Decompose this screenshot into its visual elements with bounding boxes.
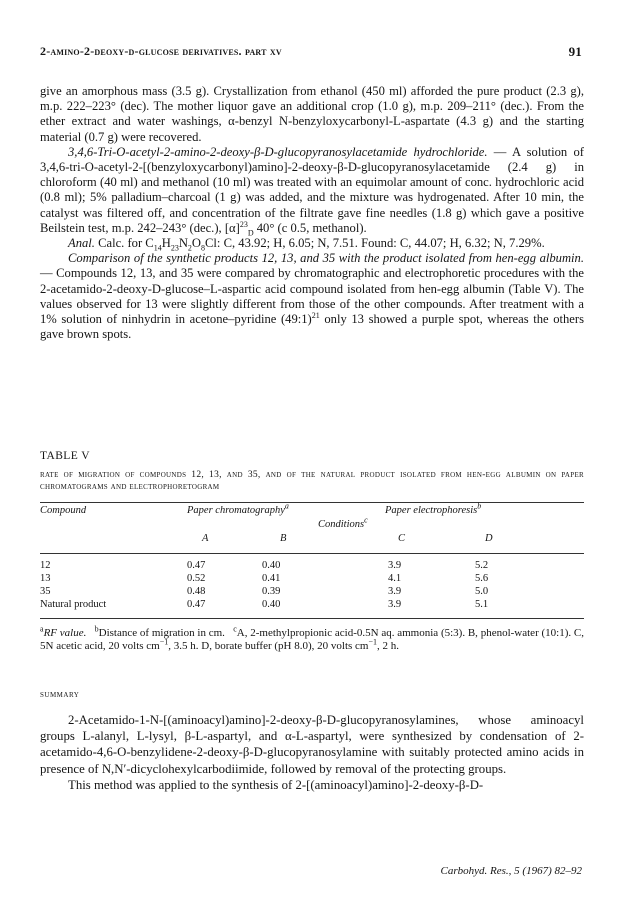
footnote-a: RF value. bbox=[43, 627, 87, 639]
cell-compound: 13 bbox=[40, 573, 51, 584]
formula-sub-c: 14 bbox=[153, 243, 162, 253]
reference-mark: 21 bbox=[311, 310, 320, 320]
formula-sub-n: 2 bbox=[187, 243, 192, 253]
alpha-subscript: D bbox=[247, 228, 254, 238]
cell-c: 4.1 bbox=[388, 573, 402, 584]
paragraph-comparison-end: only 13 showed a purple spot, whereas the others gave brown spots. bbox=[40, 312, 584, 342]
cell-d: 5.1 bbox=[475, 599, 489, 610]
section-heading-comparison: Comparison of the synthetic products 12, 13, and 35 with the product isolated from hen-egg albumin. bbox=[68, 251, 584, 266]
cell-b: 0.40 bbox=[262, 560, 281, 571]
cell-a: 0.52 bbox=[187, 573, 206, 584]
footnote-c-end: , 2 h. bbox=[376, 640, 399, 653]
column-header-paper-electrophoresis bbox=[385, 501, 482, 516]
subcolumn-c: C bbox=[398, 533, 406, 544]
paper-electrophoresis-label: Paper electrophoresis bbox=[385, 505, 478, 516]
cell-b: 0.41 bbox=[262, 573, 281, 584]
cell-d: 5.6 bbox=[475, 573, 489, 584]
paragraph-hydrochloride bbox=[40, 145, 584, 236]
cell-a: 0.48 bbox=[187, 586, 206, 597]
table-bottom-rule bbox=[40, 618, 584, 619]
cell-d: 5.2 bbox=[475, 560, 489, 571]
section-heading-hydrochloride: 3,4,6-Tri-O-acetyl-2-amino-2-deoxy-β-D-glucopyranosylacetamide hydrochloride. bbox=[68, 144, 488, 159]
cell-compound: 35 bbox=[40, 586, 51, 597]
subcolumn-a: A bbox=[202, 533, 209, 544]
table-label: TABLE V bbox=[40, 450, 90, 462]
formula-sub-o: 8 bbox=[201, 243, 206, 253]
running-title: 2-amino-2-deoxy-d-glucose derivatives. part xv bbox=[40, 44, 282, 58]
formula-h: H bbox=[161, 236, 171, 251]
subcolumn-d: D bbox=[485, 533, 493, 544]
footnote-c-exponent-2: −1 bbox=[368, 637, 377, 647]
table-header-rule bbox=[40, 553, 584, 554]
cell-b: 0.39 bbox=[262, 586, 281, 597]
paragraph-hydrochloride-text: — A solution of 3,4,6-tri-O-acetyl-2-[(benzyloxycarbonyl)amino]-2-deoxy-β-D-glucopyranosylacetamide (2.4 g) in chloroform (40 ml) and methanol (10 ml) was treated with an equimolar amount of conc. hydrochloric acid (0.8 ml); 5% palladium–charcoal (1 g) was added, and the mixture was hydrogenated. After 10 min, the catalyst was filtered off, and concentration of the filtrate gave fine needles (1.8 g) which gave a positive Beilstein test, m.p. 242–243° (dec.), [α] bbox=[40, 144, 584, 235]
paragraph-comparison-text: — Compounds 12, 13, and 35 were compared by chromatographic and electrophoretic procedures with the 2-acetamido-2-deoxy-D-glucose–L-aspartic acid compound isolated from hen-egg albumin (Table V). The values observed for 13 were slightly different from those of the other compounds. After treatment with a 1% solution of ninhydrin in acetone–pyridine (49:1) bbox=[40, 266, 584, 327]
body-text-top bbox=[40, 84, 584, 342]
cell-compound: Natural product bbox=[40, 599, 107, 610]
analysis-calc-prefix: Calc. for C bbox=[94, 236, 154, 251]
running-header bbox=[40, 44, 582, 62]
cell-compound: 12 bbox=[40, 560, 51, 571]
analysis-values: Cl: C, 43.92; H, 6.05; N, 7.51. Found: C, 44.07; H, 6.32; N, 7.29%. bbox=[205, 236, 545, 251]
footnote-c: A, 2-methylpropionic acid-0.5N aq. ammonia (5:3). B, phenol-water (10:1). C, 5N acetic acid, 20 volts cm bbox=[40, 627, 584, 653]
cell-a: 0.47 bbox=[187, 560, 206, 571]
formula-n: N bbox=[178, 236, 188, 251]
analysis-label: Anal. bbox=[68, 236, 95, 251]
page-number: 91 bbox=[568, 44, 582, 59]
table-caption: rate of migration of compounds 12, 13, and 35, and of the natural product isolated from hen-egg albumin on paper chromatograms and electrophoretogram bbox=[40, 470, 584, 492]
footnote-c-exponent-1: −1 bbox=[159, 637, 169, 647]
paper-electrophoresis-mark: b bbox=[477, 501, 482, 511]
footnote-a-mark: a bbox=[40, 624, 44, 634]
paragraph-comparison bbox=[40, 251, 584, 342]
footnote-b: Distance of migration in cm. bbox=[98, 627, 225, 639]
cell-d: 5.0 bbox=[475, 586, 489, 597]
paragraph-analysis bbox=[40, 236, 584, 251]
footnote-c-mid: , 3.5 h. D, borate buffer (pH 8.0), 20 volts cm bbox=[168, 640, 369, 653]
formula-o: O bbox=[191, 236, 202, 251]
cell-b: 0.40 bbox=[262, 599, 281, 610]
formula-sub-h: 23 bbox=[170, 243, 179, 253]
column-header-paper-chromatography bbox=[187, 501, 289, 516]
footnote-b-mark: b bbox=[94, 624, 99, 634]
summary-heading: summary bbox=[40, 689, 80, 700]
cell-c: 3.9 bbox=[388, 599, 402, 610]
alpha-superscript: 23 bbox=[239, 219, 248, 229]
cell-c: 3.9 bbox=[388, 560, 402, 571]
cell-c: 3.9 bbox=[388, 586, 402, 597]
column-header-conditions bbox=[318, 515, 368, 530]
summary-paragraph-continued: This method was applied to the synthesis of 2-[(aminoacyl)amino]-2-deoxy-β-D- bbox=[68, 777, 484, 792]
column-header-compound: Compound bbox=[40, 505, 87, 516]
conditions-mark: c bbox=[364, 515, 368, 525]
paragraph-crystallization: give an amorphous mass (3.5 g). Crystallization from ethanol (450 ml) afforded the pure product (2.3 g), m.p. 222–223° (dec). The mother liquor gave an additional crop (1.0 g), m.p. 209–211° (dec.). From the ether extract and water washings, α-benzyl N-benzyloxycarbonyl-L-aspartate (4.3 g) and the starting material (0.7 g) were recovered. bbox=[40, 84, 584, 144]
conditions-label: Conditions bbox=[318, 519, 365, 530]
paragraph-hydrochloride-end: 40° (c 0.5, methanol). bbox=[253, 220, 367, 235]
summary-paragraph: 2-Acetamido-1-N-[(aminoacyl)amino]-2-deoxy-β-D-glucopyranosylamines, whose aminoacyl groups L-alanyl, L-lysyl, β-L-aspartyl, and α-L-aspartyl, were synthesized by condensation of 2-acetamido-4,6-O-benzylidene-2-deoxy-β-D-glucopyranosylamine with suitably protected amino acids in presence of N,N′-dicyclohexylcarbodiimide, followed by removal of the protecting groups. bbox=[40, 713, 584, 776]
cell-a: 0.47 bbox=[187, 599, 206, 610]
subcolumn-b: B bbox=[280, 533, 287, 544]
journal-citation: Carbohyd. Res., 5 (1967) 82–92 bbox=[440, 865, 582, 877]
table-footnotes bbox=[40, 624, 584, 654]
footnote-c-mark: c bbox=[233, 624, 237, 634]
summary-text bbox=[40, 712, 584, 793]
table-top-rule bbox=[40, 502, 584, 503]
paper-chromatography-mark: a bbox=[284, 501, 289, 511]
paper-chromatography-label: Paper chromatography bbox=[187, 505, 285, 516]
